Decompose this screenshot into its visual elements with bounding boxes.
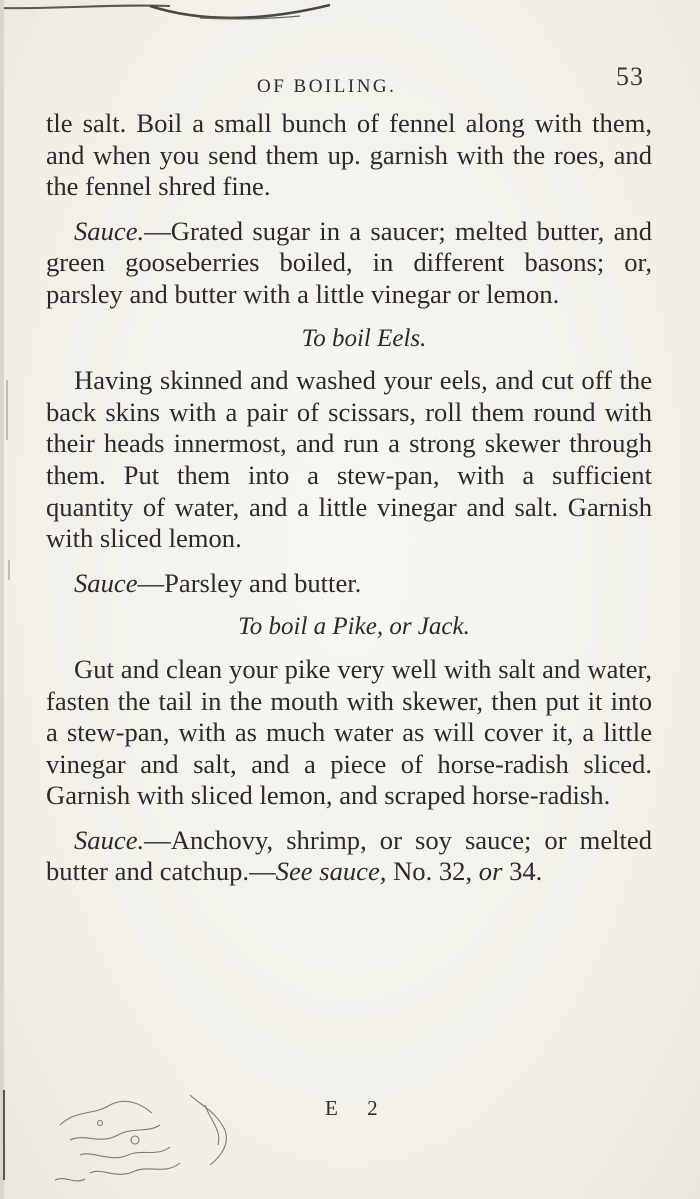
paragraph-continuation: tle salt. Boil a small bunch of fennel along with them, and when you send them up. garnish with the roes, and the fennel shred fine. (46, 108, 652, 202)
or-word: or (478, 856, 503, 887)
paragraph-sauce-1 (46, 216, 652, 311)
paragraph-pike: Gut and clean your pike very well with salt and water, fasten the tail in the mouth with skewer, then put it into a stew-pan, with as much water as will cover it, a little vinegar and salt, and a piece of horse-radish sliced. Garnish with sliced lemon, and scraped horse-radish. (46, 653, 652, 811)
top-ornament (0, 0, 700, 30)
sauce-text-a: —Anchovy, shrimp, or soy sauce; or melted butter and catchup.— (46, 824, 652, 887)
recipe-heading-eels: To boil Eels. (301, 324, 427, 352)
running-head (0, 62, 700, 102)
paragraph-eels: Having skinned and washed your eels, and cut off the back skins with a pair of scissars, roll them round with their heads innermost, and run a strong skewer through them. Put them into a stew-pan, with a sufficient quantity of water, and a little vinegar and salt. Garnish with sliced lemon. (46, 365, 652, 554)
recipe-heading-pike: To boil a Pike, or Jack. (238, 613, 470, 641)
paragraph-sauce-2 (46, 568, 652, 600)
sauce-label: Sauce. (74, 215, 145, 246)
sauce-text-b: No. 32, (386, 856, 479, 887)
sauce-text: —Grated sugar in a saucer; melted butter, and green gooseberries boiled, in different basons; or, parsley and butter with a little vinegar or lemon. (46, 215, 652, 309)
page-number: 53 (616, 62, 644, 91)
sauce-label: Sauce. (74, 824, 145, 855)
paragraph-sauce-3 (46, 825, 652, 888)
signature-mark: E 2 (325, 1096, 390, 1120)
gutter-shadow (0, 0, 16, 1199)
sauce-label: Sauce (74, 567, 138, 598)
see-reference: See sauce, (275, 856, 387, 887)
sauce-text: —Parsley and butter. (137, 567, 362, 598)
sauce-text-c: 34. (502, 856, 543, 887)
library-stamp (40, 1085, 260, 1195)
running-title: OF BOILING. (257, 76, 397, 97)
main-text (46, 108, 652, 888)
